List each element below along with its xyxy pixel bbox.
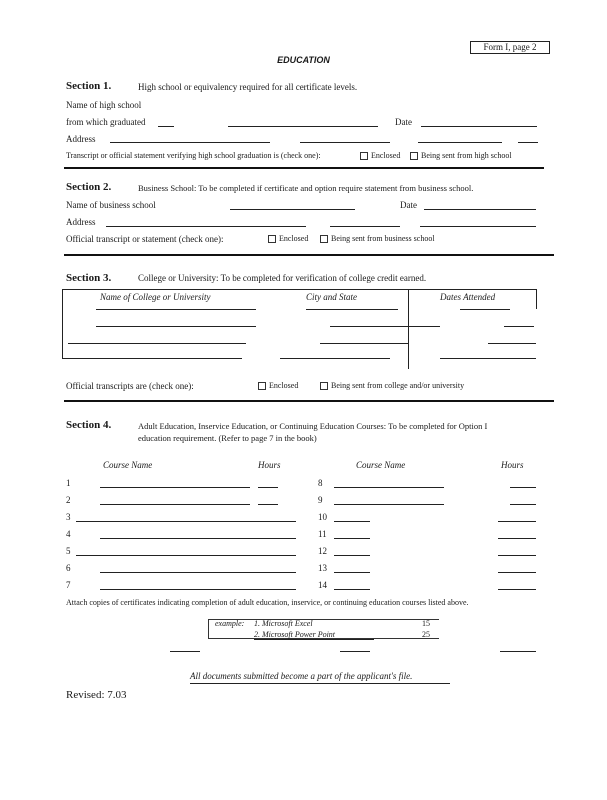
- course-name-right-field[interactable]: [334, 572, 370, 573]
- course-number-right: 10: [318, 512, 327, 522]
- course-hours-left-field[interactable]: [220, 521, 296, 522]
- course-number-right: 13: [318, 563, 327, 573]
- course-number-right: 11: [318, 529, 327, 539]
- section3-divider: [64, 400, 554, 402]
- course-name-left-field[interactable]: [100, 487, 250, 488]
- college-row-2-dates[interactable]: [504, 326, 534, 327]
- section2-heading: Section 2.: [66, 181, 112, 193]
- college-row-3-name[interactable]: [68, 343, 246, 344]
- course-hours-right-field[interactable]: [498, 555, 536, 556]
- example-2-hours: 25: [422, 630, 430, 639]
- course-hours-left-field[interactable]: [220, 572, 296, 573]
- section3-description: College or University: To be completed for verification of college credit earned.: [138, 273, 427, 283]
- hs-address-field-3[interactable]: [418, 142, 502, 143]
- bs-address-label: Address: [66, 217, 96, 227]
- hs-date-field[interactable]: [421, 126, 537, 127]
- example-1-course: 1. Microsoft Excel: [254, 619, 313, 628]
- section2-description: Business School: To be completed if certificate and option require statement from business school.: [138, 183, 474, 193]
- checkbox-icon[interactable]: [258, 382, 266, 390]
- course-number-left: 1: [66, 478, 71, 488]
- hs-date-label: Date: [395, 117, 412, 127]
- bs-name-label: Name of business school: [66, 200, 156, 210]
- col-opt-sent-label: Being sent from college and/or university: [331, 381, 465, 390]
- hs-name-field-2[interactable]: [228, 126, 378, 127]
- hs-opt-sent-label: Being sent from high school: [421, 151, 512, 160]
- bs-opt-enclosed-label: Enclosed: [279, 234, 309, 243]
- section4-description-2: education requirement. (Refer to page 7 in the book): [138, 433, 317, 443]
- college-table-right: [536, 289, 537, 309]
- col-hours-right: Hours: [501, 460, 524, 470]
- college-row-4-dates[interactable]: [440, 358, 536, 359]
- col-course-right: Course Name: [356, 460, 406, 470]
- bs-address-field-3[interactable]: [420, 226, 536, 227]
- section4-description-1: Adult Education, Inservice Education, or Continuing Education Courses: To be completed for Option I: [138, 421, 488, 431]
- course-number-left: 5: [66, 546, 71, 556]
- col-college-name: Name of College or University: [100, 292, 211, 302]
- hs-address-field-4[interactable]: [518, 142, 538, 143]
- blank-line-c: [500, 651, 536, 652]
- footer-note: All documents submitted become a part of the applicant's file.: [190, 671, 413, 681]
- example-underline: [254, 639, 374, 640]
- footer-underline: [190, 683, 450, 684]
- hs-address-field-2[interactable]: [300, 142, 390, 143]
- college-table-divider: [408, 289, 409, 369]
- example-2-course: 2. Microsoft Power Point: [254, 630, 336, 639]
- bs-transcript-label: Official transcript or statement (check one):: [66, 234, 224, 244]
- college-row-3-dates[interactable]: [488, 343, 536, 344]
- checkbox-icon[interactable]: [360, 152, 368, 160]
- college-row-1-dates[interactable]: [460, 309, 510, 310]
- course-hours-right-field[interactable]: [510, 504, 536, 505]
- checkbox-icon[interactable]: [320, 235, 328, 243]
- course-name-left-field[interactable]: [100, 504, 250, 505]
- col-dates-attended: Dates Attended: [440, 292, 496, 302]
- page-title: EDUCATION: [277, 55, 330, 65]
- hs-name-field[interactable]: [158, 126, 174, 127]
- example-1-hours: 15: [422, 619, 430, 628]
- college-row-1-city[interactable]: [306, 309, 398, 310]
- bs-date-field[interactable]: [424, 209, 536, 210]
- course-name-right-field[interactable]: [334, 504, 444, 505]
- checkbox-icon[interactable]: [410, 152, 418, 160]
- course-name-right-field[interactable]: [334, 487, 444, 488]
- course-hours-right-field[interactable]: [498, 538, 536, 539]
- course-hours-right-field[interactable]: [498, 521, 536, 522]
- course-number-left: 2: [66, 495, 71, 505]
- course-number-right: 8: [318, 478, 323, 488]
- checkbox-icon[interactable]: [268, 235, 276, 243]
- hs-opt-sent[interactable]: [410, 151, 512, 160]
- bs-opt-enclosed[interactable]: [268, 234, 308, 243]
- hs-transcript-label: Transcript or official statement verifying high school graduation is (check one):: [66, 151, 321, 160]
- college-row-4-city[interactable]: [280, 358, 390, 359]
- college-row-1-name[interactable]: [96, 309, 256, 310]
- blank-line-b: [340, 651, 370, 652]
- course-hours-left-field[interactable]: [258, 487, 278, 488]
- college-row-2-name[interactable]: [96, 326, 256, 327]
- bs-date-label: Date: [400, 200, 417, 210]
- course-name-right-field[interactable]: [334, 521, 370, 522]
- course-hours-right-field[interactable]: [498, 572, 536, 573]
- course-number-left: 4: [66, 529, 71, 539]
- col-transcript-label: Official transcripts are (check one):: [66, 381, 194, 391]
- col-course-left: Course Name: [103, 460, 153, 470]
- attach-note: Attach copies of certificates indicating completion of adult education, inservice, or continuing education courses listed above.: [66, 598, 469, 607]
- hs-address-label: Address: [66, 134, 96, 144]
- course-number-left: 7: [66, 580, 71, 590]
- section2-divider: [64, 254, 554, 256]
- course-number-left: 6: [66, 563, 71, 573]
- course-hours-left-field[interactable]: [258, 504, 278, 505]
- course-hours-left-field[interactable]: [220, 555, 296, 556]
- bs-opt-sent-label: Being sent from business school: [331, 234, 435, 243]
- bs-address-field-2[interactable]: [330, 226, 400, 227]
- section1-divider: [64, 167, 544, 169]
- bs-address-field[interactable]: [106, 226, 306, 227]
- col-hours-left: Hours: [258, 460, 281, 470]
- col-city-state: City and State: [306, 292, 357, 302]
- hs-name-label: Name of high school: [66, 100, 142, 110]
- course-hours-right-field[interactable]: [498, 589, 536, 590]
- course-number-right: 12: [318, 546, 327, 556]
- course-number-right: 9: [318, 495, 323, 505]
- course-hours-left-field[interactable]: [220, 589, 296, 590]
- revised-label: Revised: 7.03: [66, 689, 127, 701]
- hs-opt-enclosed[interactable]: [360, 151, 400, 160]
- course-name-right-field[interactable]: [334, 538, 370, 539]
- hs-name-label-2: from which graduated: [66, 117, 146, 127]
- hs-opt-enclosed-label: Enclosed: [371, 151, 401, 160]
- checkbox-icon[interactable]: [320, 382, 328, 390]
- college-row-3-city[interactable]: [320, 343, 408, 344]
- bs-name-field[interactable]: [230, 209, 355, 210]
- course-number-left: 3: [66, 512, 71, 522]
- form-label: Form I, page 2: [483, 42, 537, 52]
- example-label: example:: [215, 619, 245, 628]
- course-hours-right-field[interactable]: [510, 487, 536, 488]
- col-opt-sent[interactable]: [320, 381, 464, 390]
- blank-line-a: [170, 651, 200, 652]
- college-table-left: [62, 289, 63, 359]
- college-row-2-city[interactable]: [330, 326, 440, 327]
- col-opt-enclosed-label: Enclosed: [269, 381, 299, 390]
- course-name-right-field[interactable]: [334, 589, 370, 590]
- bs-opt-sent[interactable]: [320, 234, 435, 243]
- college-table-top: [62, 289, 536, 290]
- section4-heading: Section 4.: [66, 419, 112, 431]
- section1-heading: Section 1.: [66, 80, 112, 92]
- hs-address-field[interactable]: [110, 142, 270, 143]
- section3-heading: Section 3.: [66, 272, 112, 284]
- course-hours-left-field[interactable]: [220, 538, 296, 539]
- course-number-right: 14: [318, 580, 327, 590]
- form-label-box: [470, 41, 550, 54]
- section1-description: High school or equivalency required for all certificate levels.: [138, 82, 358, 92]
- course-name-right-field[interactable]: [334, 555, 370, 556]
- college-row-4-name[interactable]: [62, 358, 242, 359]
- col-opt-enclosed[interactable]: [258, 381, 298, 390]
